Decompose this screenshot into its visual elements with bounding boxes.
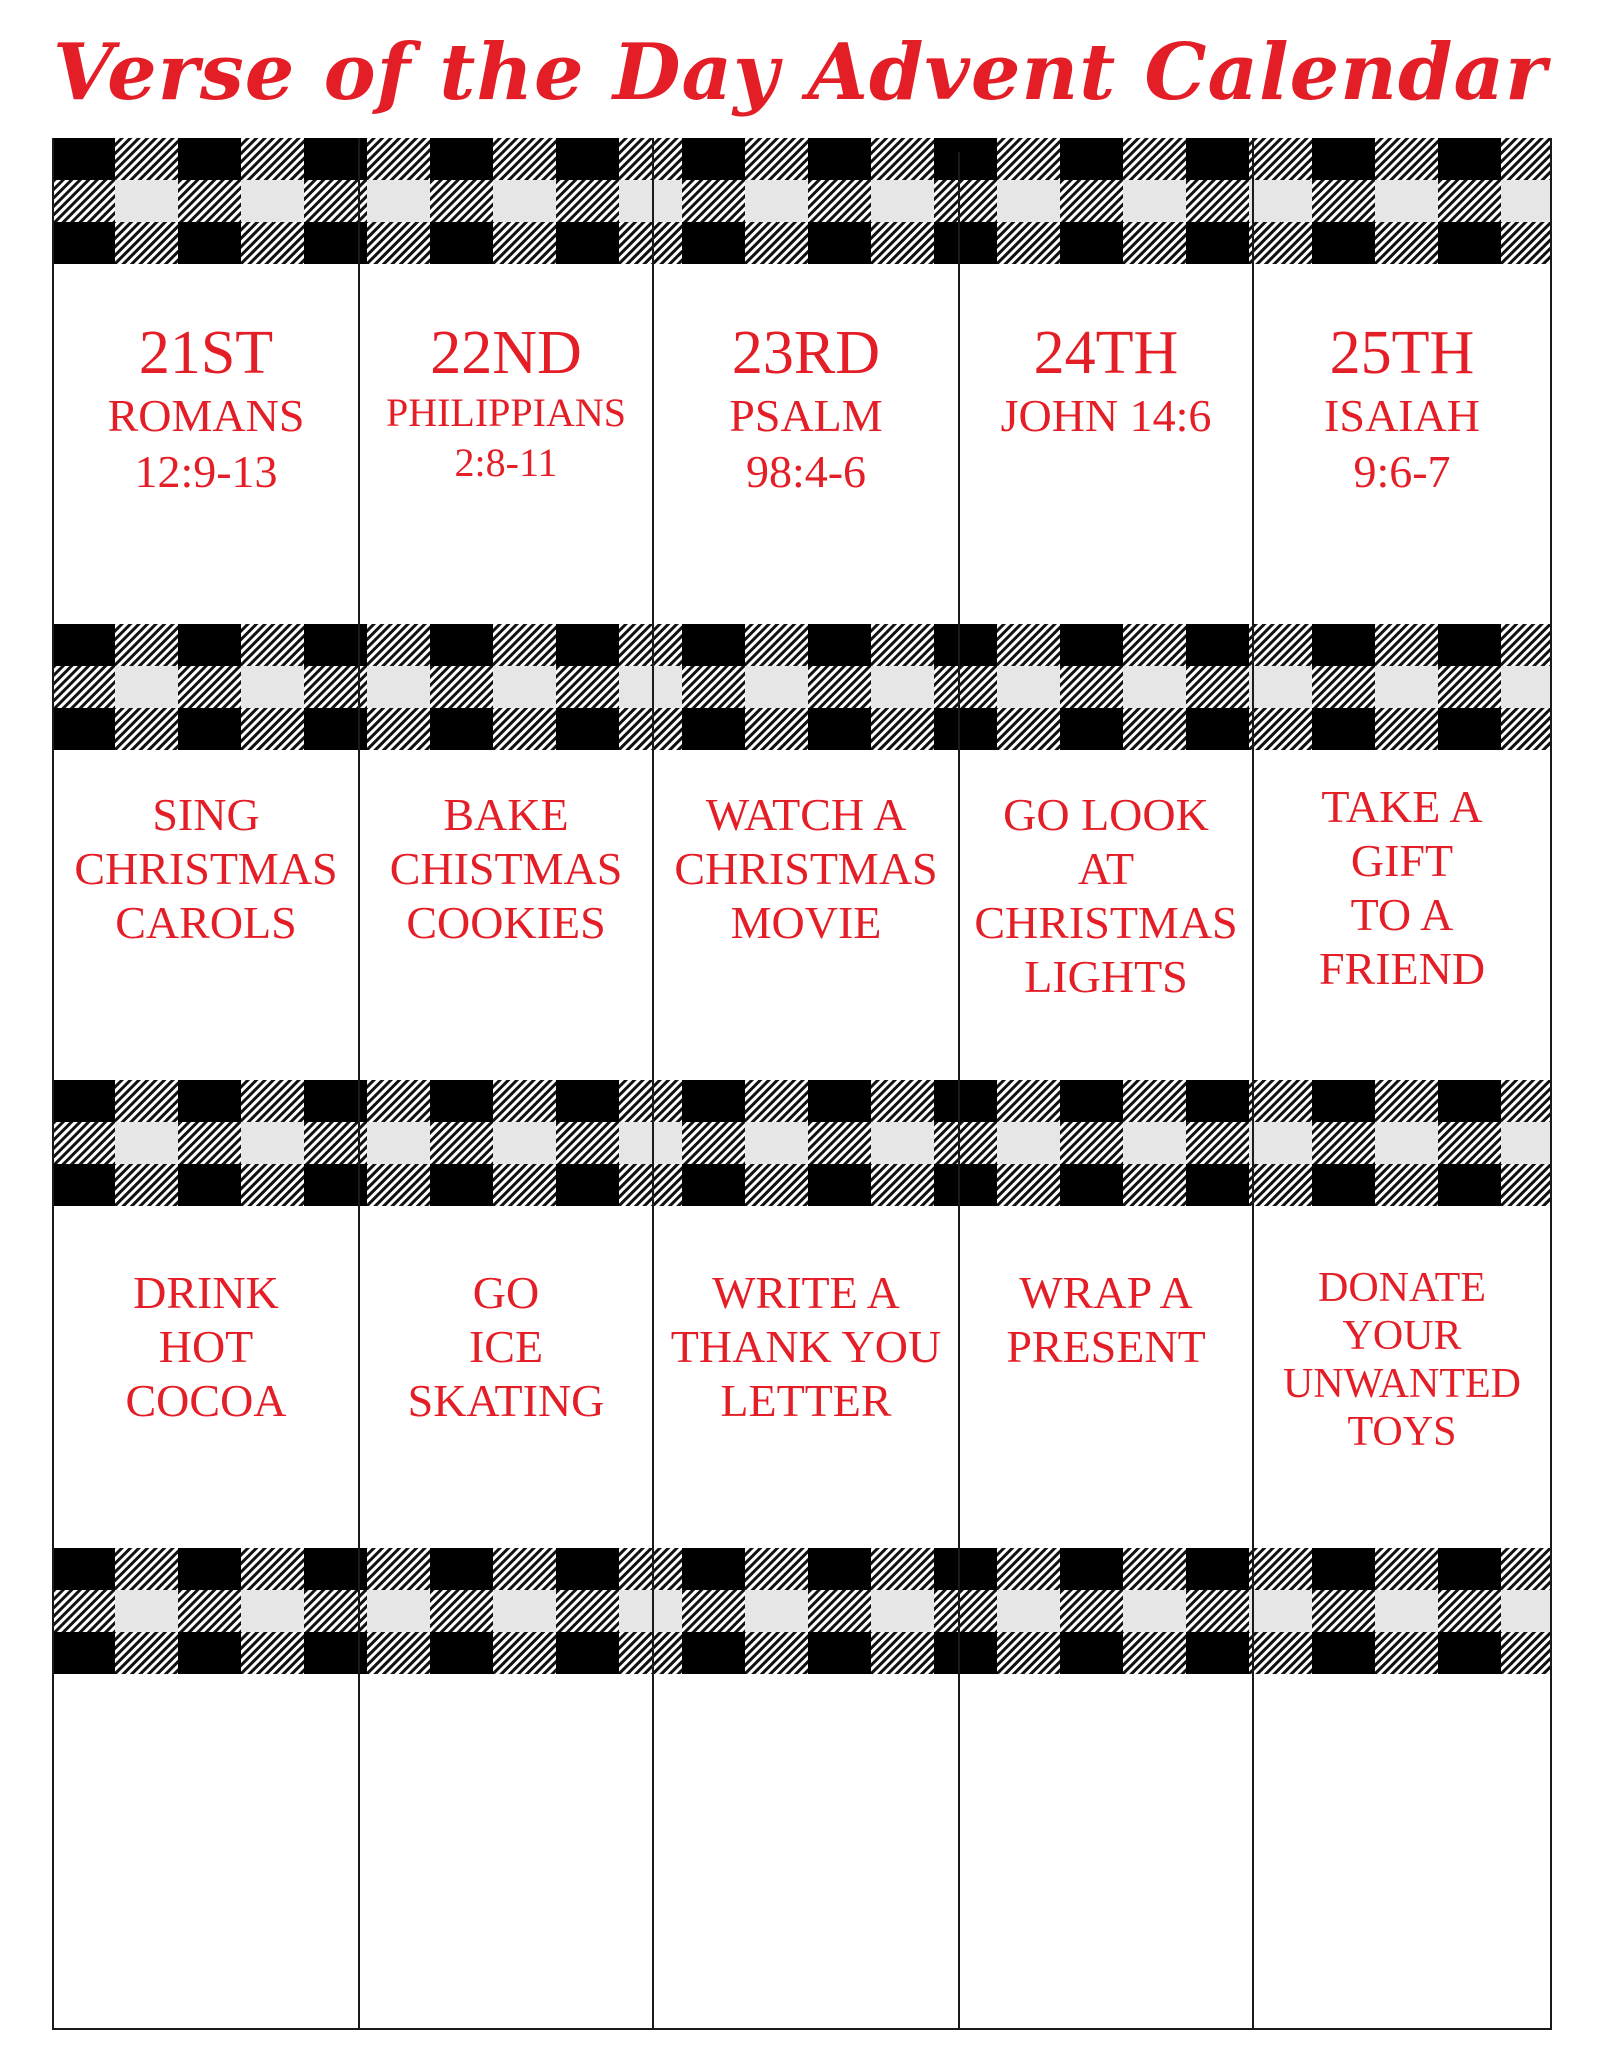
verse-ref-chapter: 9:6-7	[1353, 446, 1451, 497]
verse-ref-chapter: 12:9-13	[134, 446, 278, 497]
verse-ref-chapter: 2:8-11	[454, 440, 558, 485]
activity-text: COOKIES	[406, 897, 606, 948]
activity-text: PRESENT	[1006, 1321, 1206, 1372]
plaid-band	[52, 1548, 1552, 1674]
activity-text: LIGHTS	[1024, 951, 1188, 1002]
activity-text: TOYS	[1347, 1409, 1457, 1455]
activity-text: YOUR	[1342, 1313, 1462, 1359]
advent-calendar-grid	[52, 138, 1552, 2030]
activity-text: AT	[1077, 843, 1135, 894]
verse-cell-23	[654, 318, 958, 500]
activity-text: GO	[472, 1267, 540, 1318]
activity-text: CHRISTMAS	[74, 843, 338, 894]
verse-ref-book: ISAIAH	[1324, 390, 1480, 441]
activity-text: UNWANTED	[1283, 1361, 1521, 1407]
activity-cell	[1254, 1264, 1550, 1456]
activity-text: CAROLS	[115, 897, 297, 948]
activity-text: ICE	[468, 1321, 544, 1372]
activity-cell	[360, 788, 652, 950]
page-title: Verse of the Day Advent Calendar	[52, 27, 1548, 118]
activity-text: LETTER	[720, 1375, 892, 1426]
activity-text: GIFT	[1350, 835, 1454, 886]
activity-text: GO LOOK	[1003, 789, 1209, 840]
verse-ref-book: ROMANS	[107, 390, 305, 441]
activity-text: BAKE	[443, 789, 569, 840]
verse-ref-book: JOHN 14:6	[1000, 390, 1212, 441]
activity-text: WRAP A	[1019, 1267, 1193, 1318]
activity-text: SKATING	[407, 1375, 605, 1426]
calendar-bottom-border	[52, 2028, 1552, 2030]
activity-text: MOVIE	[730, 897, 882, 948]
activity-cell	[54, 788, 358, 950]
day-label: 23RD	[731, 319, 881, 387]
activity-cell	[360, 1266, 652, 1428]
activity-cell	[654, 788, 958, 950]
plaid-band	[52, 138, 1552, 264]
activity-cell	[1254, 780, 1550, 996]
plaid-band	[52, 1080, 1552, 1206]
activity-cell	[960, 788, 1252, 1004]
activity-text: DRINK	[133, 1267, 279, 1318]
activity-text: CHISTMAS	[389, 843, 623, 894]
verse-ref-chapter: 98:4-6	[745, 446, 867, 497]
activity-text: TO A	[1350, 889, 1454, 940]
verse-cell-21	[54, 318, 358, 500]
day-label: 22ND	[430, 319, 582, 387]
verse-cell-25	[1254, 318, 1550, 500]
activity-text: WATCH A	[705, 789, 907, 840]
activity-text: DONATE	[1318, 1265, 1486, 1311]
activity-text: HOT	[158, 1321, 254, 1372]
day-label: 21ST	[138, 319, 274, 387]
column-divider	[1550, 138, 1552, 2028]
day-label: 25TH	[1329, 319, 1475, 387]
activity-text: THANK YOU	[670, 1321, 942, 1372]
activity-text: TAKE A	[1321, 781, 1483, 832]
day-label: 24TH	[1033, 319, 1179, 387]
activity-text: FRIEND	[1318, 943, 1486, 994]
activity-cell	[654, 1266, 958, 1428]
verse-cell-22	[360, 318, 652, 488]
verse-ref-book: PSALM	[729, 390, 883, 441]
verse-ref-book: PHILIPPIANS	[385, 390, 627, 435]
activity-cell	[960, 1266, 1252, 1374]
activity-text: WRITE A	[712, 1267, 900, 1318]
activity-text: COCOA	[125, 1375, 287, 1426]
activity-cell	[54, 1266, 358, 1428]
plaid-band	[52, 624, 1552, 750]
activity-text: SING	[152, 789, 260, 840]
verse-cell-24	[960, 318, 1252, 444]
activity-text: CHRISTMAS	[974, 897, 1238, 948]
activity-text: CHRISTMAS	[674, 843, 938, 894]
